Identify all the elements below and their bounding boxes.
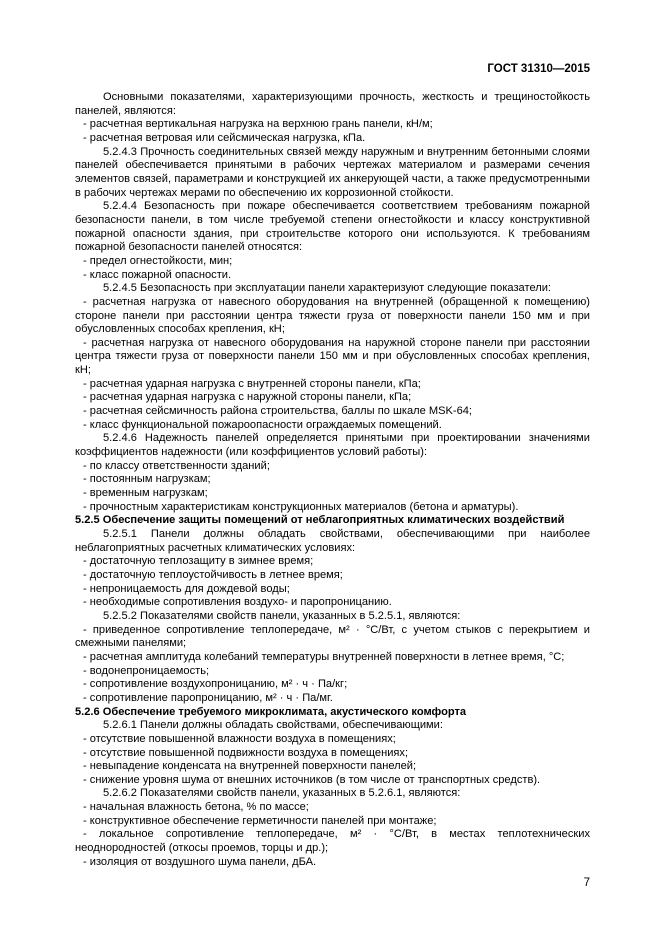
list-item: - предел огнестойкости, мин; <box>83 254 233 267</box>
section-heading: 5.2.5 Обеспечение защиты помещений от неблагоприятных климатических воздействий <box>75 514 565 527</box>
list-item: - расчетная сейсмичность района строительства, баллы по шкале MSK-64; <box>83 405 473 418</box>
list-item: - локальное сопротивление теплопередаче, м² · °С/Вт, в местах теплотехнических неоднородностей (откосы проемов, торцы и др.); <box>75 828 590 855</box>
list-item: - конструктивное обеспечение герметичности панелей при монтаже; <box>83 814 437 827</box>
list-item: - расчетная ударная нагрузка с наружной стороны панели, кПа; <box>83 391 412 404</box>
list-item: - необходимые сопротивления воздухо- и паропроницанию. <box>83 596 392 609</box>
list-item: - снижение уровня шума от внешних источников (в том числе от транспортных средств). <box>83 773 541 786</box>
list-item: - по классу ответственности зданий; <box>83 459 270 472</box>
list-item: - невыпадение конденсата на внутренней поверхности панелей; <box>83 760 417 773</box>
list-item: - непроницаемость для дождевой воды; <box>83 582 290 595</box>
list-item: - начальная влажность бетона, % по массе; <box>83 801 309 814</box>
list-item: - изоляция от воздушного шума панели, дБА. <box>83 855 317 868</box>
list-item: - класс функциональной пожароопасности ограждаемых помещений. <box>83 418 442 431</box>
doc-number: ГОСТ 31310—2015 <box>487 63 590 75</box>
paragraph: 5.2.4.5 Безопасность при эксплуатации панели характеризуют следующие показатели: <box>103 282 551 295</box>
paragraph: 5.2.6.2 Показателями свойств панели, указанных в 5.2.6.1, являются: <box>103 787 461 800</box>
paragraph: 5.2.5.1 Панели должны обладать свойствами, обеспечивающими при наиболее неблагоприятных расчетных климатических условиях: <box>75 528 590 554</box>
list-item: - прочностным характеристикам конструкционных материалов (бетона и арматуры). <box>83 500 519 513</box>
list-item: - расчетная вертикальная нагрузка на верхнюю грань панели, кН/м; <box>83 118 433 131</box>
list-item: - расчетная амплитуда колебаний температуры внутренней поверхности в летнее время, °С; <box>83 650 565 663</box>
list-item: - достаточную теплоустойчивость в летнее время; <box>83 568 343 581</box>
paragraph: 5.2.4.6 Надежность панелей определяется принятыми при проектировании значениями коэффициентов надежности (или коэффициентов условий работы): <box>75 432 590 459</box>
list-item: - расчетная нагрузка от навесного оборудования на наружной стороне панели при расстоянии центра тяжести груза от поверхности панели 150 мм и при обусловленных способах крепления, кН; <box>75 336 590 377</box>
list-item: - класс пожарной опасности. <box>83 268 232 281</box>
list-item: - отсутствие повышенной влажности воздуха в помещениях; <box>83 732 396 745</box>
paragraph: 5.2.4.3 Прочность соединительных связей между наружным и внутренним бетонными слоями панелей обеспечивается принятыми в рабочих чертежах материалом и размерами сечения элементов связей, параметрами и конструкцией их анкерующей части, а также предусмотренными в рабочих чертежах мерами по обеспечению их коррозионной стойкости. <box>75 145 590 199</box>
document-footer <box>75 876 590 890</box>
list-item: - водонепроницаемость; <box>83 664 210 677</box>
list-item: - расчетная ударная нагрузка с внутренней стороны панели, кПа; <box>83 377 421 390</box>
list-item: - сопротивление паропроницанию, м² · ч · Па/мг. <box>83 691 333 704</box>
list-item: - расчетная нагрузка от навесного оборудования на внутренней (обращенной к помещению) стороне панели при расстоянии центра тяжести груза от поверхности панели 150 мм и при обусловленных способах крепления, кН; <box>75 295 590 336</box>
section-heading: 5.2.6 Обеспечение требуемого микроклимата, акустического комфорта <box>75 705 467 718</box>
list-item: - сопротивление воздухопроницанию, м² · ч · Па/кг; <box>83 678 348 691</box>
paragraph: 5.2.4.4 Безопасность при пожаре обеспечивается соответствием требованиям пожарной безопасности панели, в том числе требуемой степени огнестойкости и классу конструктивной пожарной опасности здания, при строительстве которого они используются. К требованиям пожарной безопасности панелей относятся: <box>75 200 590 254</box>
list-item: - постоянным нагрузкам; <box>83 473 211 486</box>
paragraph: Основными показателями, характеризующими прочность, жесткость и трещиностойкость панелей, являются: <box>75 91 590 117</box>
page-number: 7 <box>583 877 590 889</box>
list-item: - отсутствие повышенной подвижности воздуха в помещениях; <box>83 746 409 759</box>
list-item: - временным нагрузкам; <box>83 487 208 500</box>
list-item: - приведенное сопротивление теплопередаче, м² · °С/Вт, с учетом стыков с перекрытием и смежными панелями; <box>75 623 590 650</box>
list-item: - расчетная ветровая или сейсмическая нагрузка, кПа. <box>83 131 366 144</box>
paragraph: 5.2.6.1 Панели должны обладать свойствами, обеспечивающими: <box>103 719 443 732</box>
document-header <box>75 62 590 76</box>
list-item: - достаточную теплозащиту в зимнее время; <box>83 555 314 568</box>
document-body <box>75 91 590 869</box>
paragraph: 5.2.5.2 Показателями свойств панели, указанных в 5.2.5.1, являются: <box>103 609 461 622</box>
